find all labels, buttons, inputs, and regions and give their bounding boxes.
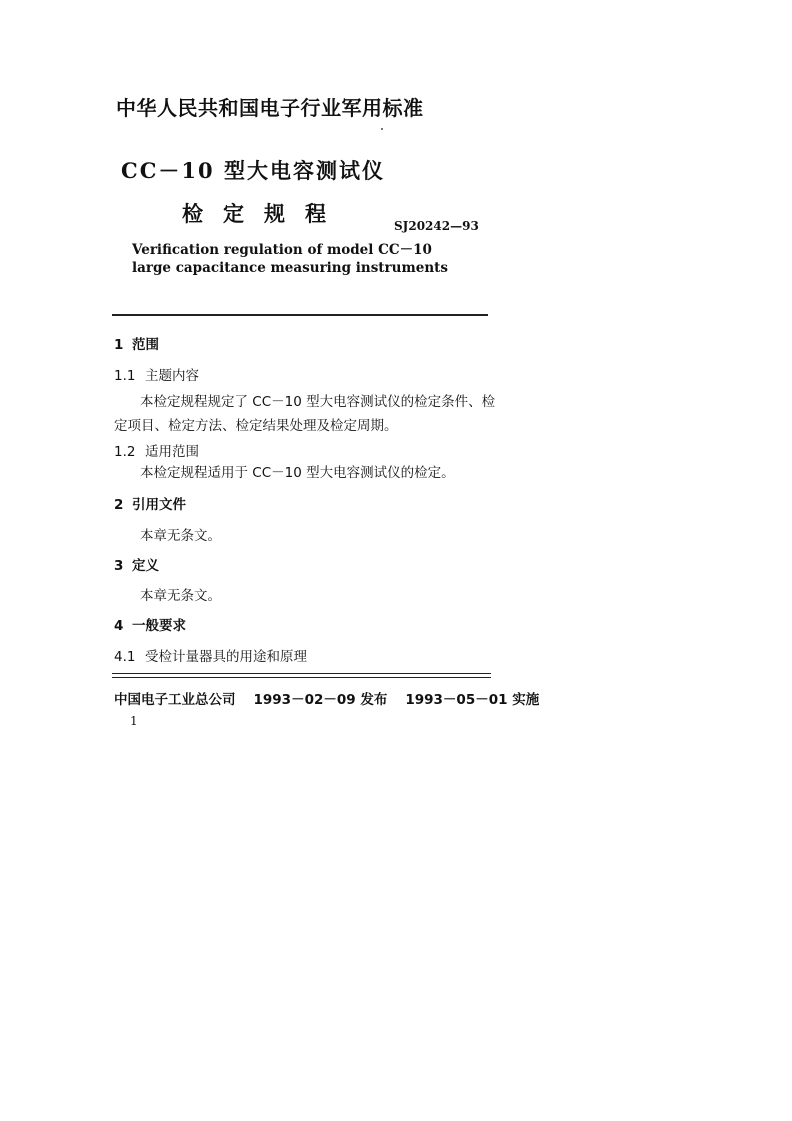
footer-publisher: 中国电子工业总公司 bbox=[114, 692, 236, 708]
section-number: 3 bbox=[114, 558, 124, 574]
paragraph-1-1-line-1: 本检定规程规定了 CC－10 型大电容测试仪的检定条件、检 bbox=[140, 394, 496, 410]
english-title-line-1: Verification regulation of model CC－10 bbox=[132, 242, 432, 258]
paragraph-2: 本章无条文。 bbox=[140, 528, 221, 544]
section-4-heading bbox=[114, 614, 186, 634]
page-number: 1 bbox=[130, 714, 138, 728]
section-number: 2 bbox=[114, 497, 124, 513]
section-number: 4 bbox=[114, 618, 124, 634]
section-1-heading bbox=[114, 333, 159, 353]
top-rule bbox=[112, 314, 488, 316]
section-number: 4.1 bbox=[114, 649, 136, 665]
footer bbox=[114, 688, 539, 708]
section-title: 定义 bbox=[132, 558, 159, 574]
section-title: 受检计量器具的用途和原理 bbox=[145, 649, 307, 665]
footer-issue-date: 1993－02－09 发布 bbox=[253, 692, 388, 708]
document-title-line-2: 检定规程 bbox=[182, 201, 346, 226]
section-title: 适用范围 bbox=[145, 444, 199, 460]
section-title: 一般要求 bbox=[132, 618, 186, 634]
english-title-line-2: large capacitance measuring instruments bbox=[132, 260, 448, 276]
section-number: 1 bbox=[114, 337, 124, 353]
bottom-rule-lower bbox=[112, 677, 491, 678]
section-number: 1.1 bbox=[114, 368, 136, 384]
footer-effective-date: 1993－05－01 实施 bbox=[405, 692, 540, 708]
agency-title: 中华人民共和国电子行业军用标准 bbox=[116, 96, 424, 120]
paragraph-3: 本章无条文。 bbox=[140, 588, 221, 604]
section-number: 1.2 bbox=[114, 444, 136, 460]
standard-code: SJ20242—93 bbox=[394, 219, 479, 233]
document-title-line-1: CC－10 型大电容测试仪 bbox=[121, 158, 385, 183]
section-1-1-heading bbox=[114, 364, 199, 384]
section-title: 引用文件 bbox=[132, 497, 186, 513]
section-2-heading bbox=[114, 493, 186, 513]
section-title: 主题内容 bbox=[145, 368, 199, 384]
section-3-heading bbox=[114, 554, 159, 574]
section-title: 范围 bbox=[132, 337, 159, 353]
section-4-1-heading bbox=[114, 645, 307, 665]
section-1-2-heading bbox=[114, 440, 199, 460]
paragraph-1-1-line-2: 定项目、检定方法、检定结果处理及检定周期。 bbox=[114, 418, 398, 434]
bottom-rule-upper bbox=[112, 673, 491, 674]
paragraph-1-2: 本检定规程适用于 CC－10 型大电容测试仪的检定。 bbox=[140, 465, 455, 481]
scan-speck bbox=[381, 128, 383, 130]
